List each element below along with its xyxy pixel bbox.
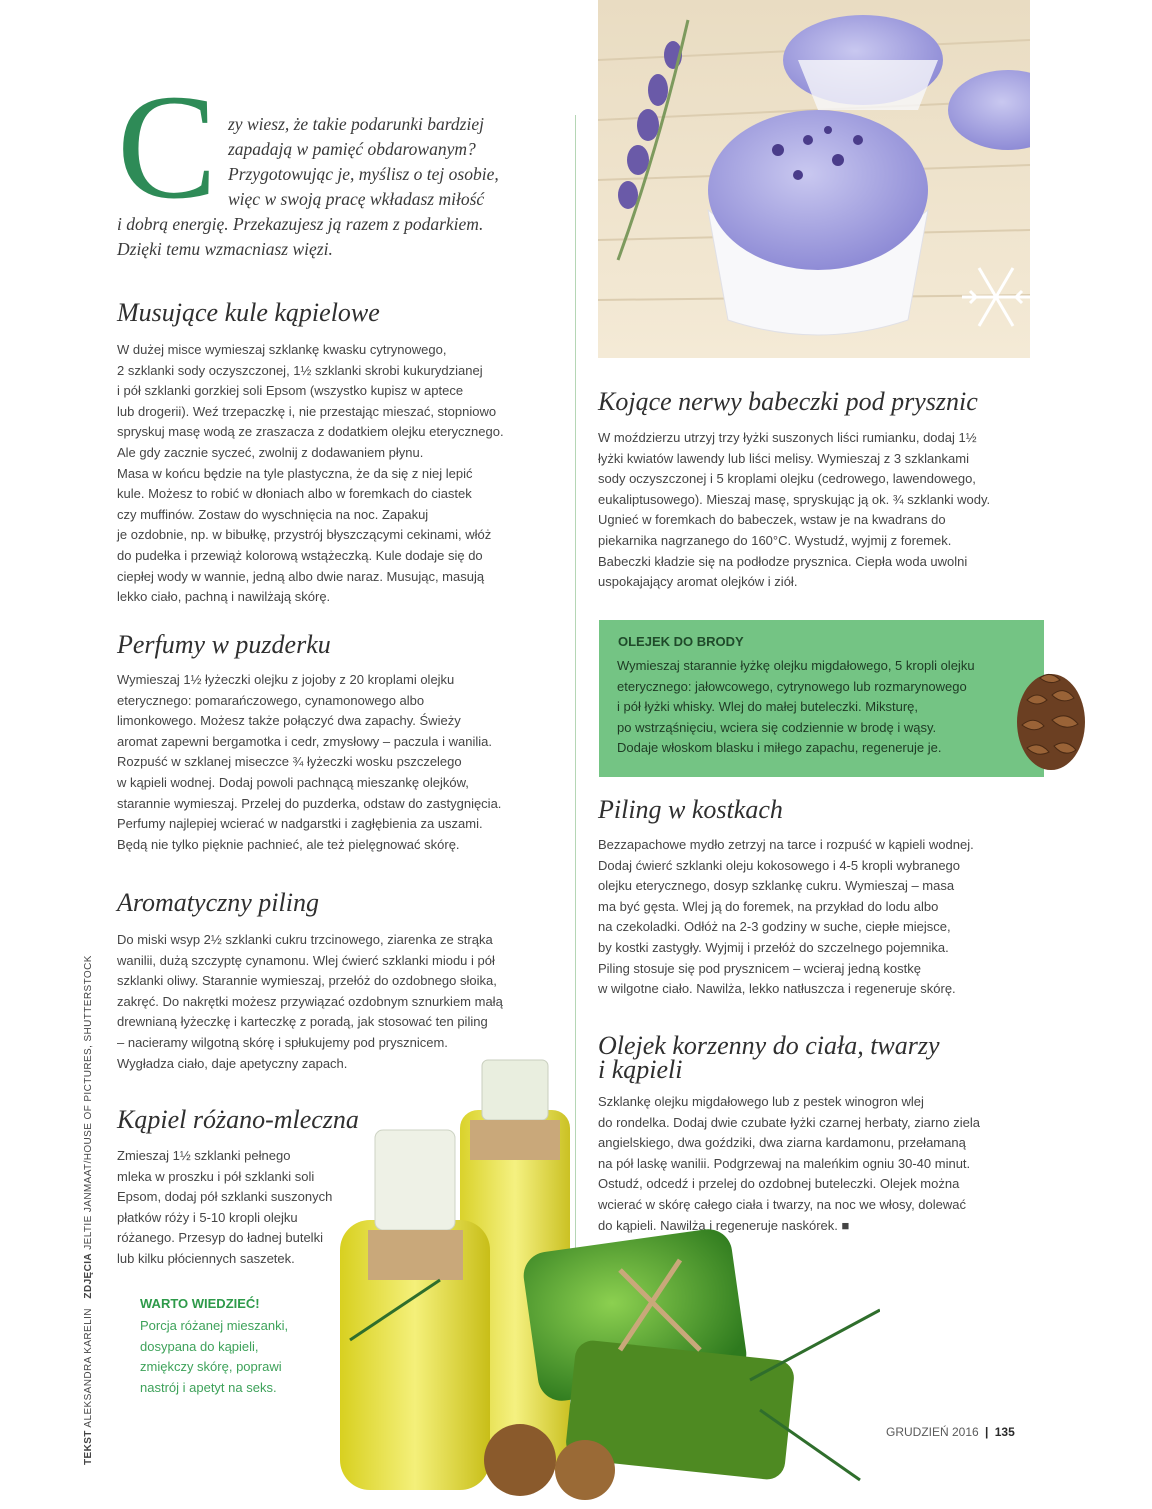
intro-dropcap: C [117,64,218,230]
footer-month-year: GRUDZIEŃ 2016 [886,1425,979,1439]
intro-text-full: i dobrą energię. Przekazujesz ją razem z podarkiem. Dzięki temu wzmacniasz więzi. [117,214,484,259]
footer-separator: | [985,1425,989,1439]
body-kapiel: Zmieszaj 1½ szklanki pełnego mleka w proszku i pół szklanki soli Epsom, dodaj pół szklanki suszonych płatków róży i 5-10 kropli olejku różanego. Przesyp do ładnej butelki lub kilku płóciennych saszetek. [117,1148,333,1266]
tip-body: Porcja różanej mieszanki, dosypana do kąpieli, zmiękczy skórę, poprawi nastrój i apetyt na seks. [140,1318,289,1395]
credit-zdjecia-label: ZDJĘCIA [83,1252,94,1299]
heading-olejek-korzenny-line1: Olejek korzenny do ciała, twarzy [598,1031,940,1060]
heading-kapiel: Kąpiel różano-mleczna [117,1105,359,1134]
heading-aromatyczny: Aromatyczny piling [117,888,319,917]
heading-musujace: Musujące kule kąpielowe [117,298,380,327]
heading-piling-kostki: Piling w kostkach [598,795,783,824]
tip-title: WARTO WIEDZIEĆ! [140,1296,260,1311]
page-number: 135 [994,1425,1015,1439]
credit-tekst-author: ALEKSANDRA KARELIN [83,1308,94,1428]
body-musujace: W dużej misce wymieszaj szklankę kwasku cytrynowego, 2 szklanki sody oczyszczonej, 1½ szklanki skrobi kukurydzianej i pół szklanki gorzkiej soli Epsom (wszystko kupisz w aptece lub drogerii). Weź trzepaczkę i, nie przestając mieszać, stopniowo spryskuj masę wodą ze zraszacza z dodatkiem olejku eterycznego. Ale gdy zacznie syczeć, zwolnij z dodawaniem płynu. Masa w końcu będzie na tyle plastyczna, że da się z niej lepić kule. Możesz to robić w dłoniach albo w foremkach do ciastek czy muffinów. Zostaw do wyschnięcia na noc. Zapakuj je ozdobnie, np. w bibułkę, przystrój błyszczącymi cekinami, włóż do pudełka i przewiąż kolorową wstążeczką. Kule dodaje się do ciepłej wody w wannie, jedną albo dwie naraz. Musując, masują lekko ciało, pachną i nawilżają skórę. [117,342,504,605]
heading-perfumy: Perfumy w puzderku [117,630,331,659]
body-aromatyczny: Do miski wsyp 2½ szklanki cukru trzcinowego, ziarenka ze strąka wanilii, dużą szczyptę cynamonu. Wlej ćwierć szklanki miodu i pół szklanki oliwy. Starannie wymieszaj, przełóż do ozdobnego słoika, zakręć. Do nakrętki możesz przywiązać ozdobnym sznurkiem małą drewnianą łyżeczkę i karteczkę z poradą, jak stosować ten piling – nacieramy wilgotną skórę i spłukujemy pod prysznicem. Wygładza ciało, daje apetyczny zapach. [117,932,503,1071]
page-footer [886,1425,1015,1439]
lavender-bath-bombs-photo [598,0,1030,358]
pine-cone-image [1012,660,1090,780]
credit-tekst-label: TEKST [83,1430,94,1465]
body-olejek-korzenny: Szklankę olejku migdałowego lub z pestek winogron wlej do rondelka. Dodaj dwie czubate łyżki czarnej herbaty, ziarno ziela angielskiego, dwa goździki, dwa ziarna kardamonu, przełamaną na pół laskę wanilii. Podgrzewaj na maleńkim ogniu 30-40 minut. Ostudź, odcedź i przelej do ozdobnej buteleczki. Olejek można wcierać w skórę całego ciała i twarzy, na noc we włosy, dolewać do kąpieli. Nawilża i regeneruje naskórek. ■ [598,1094,981,1233]
intro-text-short: zy wiesz, że takie podarunki bardziej zapadają w pamięć obdarowanym? Przygotowując je, myślisz o tej osobie, więc w swoją pracę wkładasz miłość [228,114,499,209]
beard-oil-body: Wymieszaj starannie łyżkę olejku migdałowego, 5 kropli olejku eterycznego: jałowcowego, cytrynowego lub rozmarynowego i pół łyżki whisky. Wlej do małej buteleczki. Miksturę, po wstrząśnięciu, wciera się codziennie w brodę i wąsy. Dodaje włoskom blasku i miłego zapachu, regeneruje je. [617,658,975,755]
heading-olejek-korzenny-line2: i kąpieli [598,1055,683,1084]
photo-credit [80,875,98,1465]
body-piling-kostki: Bezzapachowe mydło zetrzyj na tarce i rozpuść w kąpieli wodnej. Dodaj ćwierć szklanki oleju kokosowego i 4-5 kropli wybranego olejku eterycznego, dosyp szklankę cukru. Wymieszaj – masa ma być gęsta. Wlej ją do foremek, na przykład do lodu albo na czekoladki. Odłóż na 2-3 godziny w suche, ciepłe miejsce, by kostki zastygły. Wyjmij i przełóż do szczelnego pojemnika. Piling stosuje się pod prysznicem – wcieraj jedną kostkę w wilgotne ciało. Nawilża, lekko natłuszcza i regeneruje skórę. [598,837,974,997]
beard-oil-title: OLEJEK DO BRODY [618,634,744,649]
oil-bottles-soap-photo [320,1050,880,1504]
body-kojace: W moździerzu utrzyj trzy łyżki suszonych liści rumianku, dodaj 1½ łyżki kwiatów lawendy lub liści melisy. Wymieszaj z 3 szklankami sody oczyszczonej i 5 kroplami olejku (cedrowego, lawendowego, eukaliptusowego). Mieszaj masę, spryskując ją ok. ¾ szklanki wody. Ugnieć w foremkach do babeczek, wstaw je na kwadrans do piekarnika nagrzanego do 160°C. Wystudź, wyjmij z foremek. Babeczki kładzie się na podłodze prysznica. Ciepła woda uwolni uspokajający aromat olejków i ziół. [598,430,991,590]
credit-zdjecia-sources: JELTIE JANMAAT/HOUSE OF PICTURES, SHUTTERSTOCK [83,955,94,1250]
body-perfumy: Wymieszaj 1½ łyżeczki olejku z jojoby z 20 kroplami olejku eterycznego: pomarańczowego, cynamonowego albo limonkowego. Możesz także połączyć dwa zapachy. Świeży aromat zapewni bergamotka i cedr, zmysłowy – paczula i wanilia. Rozpuść w szklanej miseczce ¾ łyżeczki wosku pszczelego w kąpieli wodnej. Dodaj powoli pachnącą mieszankę olejków, starannie wymieszaj. Przelej do puzderka, odstaw do zastygnięcia. Perfumy najlepiej wcierać w nadgarstki i zagłębienia za uszami. Będą nie tylko pięknie pachnieć, ale też pielęgnować skórę. [117,672,502,852]
heading-kojace: Kojące nerwy babeczki pod prysznic [598,387,978,416]
